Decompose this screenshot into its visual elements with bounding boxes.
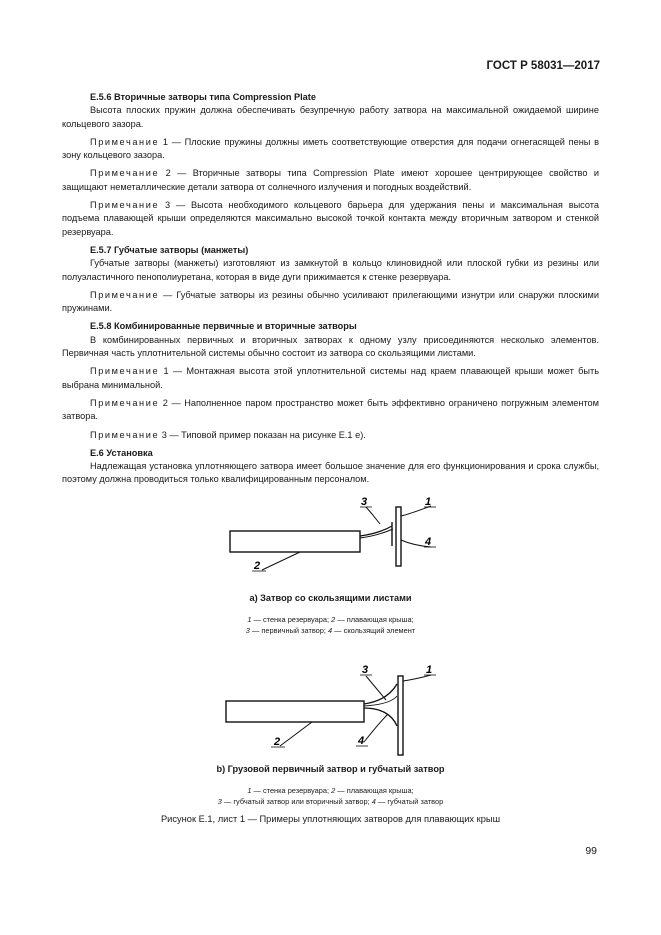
figure-b-drawing: [0, 662, 661, 762]
note: [62, 365, 599, 392]
paragraph: Губчатые затворы (манжеты) изготовляют из замкнутой в кольцо клиновидной или плоской губки из резины или полуэластичного пенополиуретана, которая в виде дуги прижимается к стенке резервуара.: [62, 258, 599, 282]
figure-a: [0, 490, 661, 600]
note-text: 2 — Вторичные затворы типа Compression Plate имеют хорошее центрирующее свойство и защищают неметаллические детали затвора от солнечного излучения и погодных воздействий.: [62, 168, 599, 192]
label-1-a: 1: [425, 496, 432, 508]
paragraph: В комбинированных первичных и вторичных затворах к одному узлу присоединяются несколько элементов. Первичная часть уплотнительной системы обычно состоит из затвора со скользящими листами.: [62, 334, 599, 359]
page-number: 99: [585, 845, 597, 857]
paragraph: Надлежащая установка уплотняющего затвора имеет большое значение для его функционирования и срока службы, поэтому должна проводиться только квалифицированным персоналом.: [62, 461, 599, 485]
body-text: [62, 91, 599, 487]
note-label: Примечание: [90, 397, 160, 408]
legend-number: 1: [247, 615, 252, 624]
figure-b-legend: [0, 785, 661, 807]
label-3-b: 3: [362, 664, 369, 676]
section-heading: Е.5.8 Комбинированные первичные и вторичные затворы: [90, 321, 357, 332]
paragraph: Высота плоских пружин должна обеспечивать безупречную работу затвора на максимальной ожидаемой ширине кольцевого зазора.: [62, 105, 599, 129]
note-text: 1 — Монтажная высота этой уплотнительной системы над краем плавающей крыши может быть выбрана минимальной.: [62, 366, 599, 390]
section-heading: Е.5.7 Губчатые затворы (манжеты): [90, 244, 249, 255]
note: [62, 397, 599, 424]
legend-number: 4: [328, 626, 333, 635]
label-4-b: 4: [358, 735, 365, 747]
note-label: Примечание: [90, 136, 160, 147]
legend-line: [0, 785, 661, 796]
legend-text: — стенка резервуара;: [251, 786, 332, 795]
figure-b: [0, 662, 661, 762]
floating-roof-b: [226, 701, 364, 722]
tank-wall-a: [396, 507, 401, 566]
foam-seal-b: [364, 708, 397, 726]
legend-number: 1: [247, 786, 252, 795]
note-label: Примечание: [90, 168, 160, 179]
legend-line: [0, 614, 661, 625]
note-label: Примечание: [90, 200, 160, 211]
floating-roof-a: [230, 531, 360, 552]
note-label: Примечание: [90, 289, 160, 300]
note: [62, 199, 599, 239]
label-2-a: 2: [254, 560, 261, 572]
note: [62, 429, 599, 442]
label-3-a: 3: [361, 496, 368, 508]
legend-text: — губчатый затвор или вторичный затвор;: [221, 797, 372, 806]
note: [62, 136, 599, 163]
legend-text: — скользящий элемент: [332, 626, 416, 635]
figure-a-drawing: [0, 490, 661, 600]
note-label: Примечание: [90, 366, 160, 377]
legend-text: — плавающая крыша;: [335, 786, 414, 795]
legend-number: 2: [331, 786, 336, 795]
legend-number: 3: [245, 626, 250, 635]
legend-number: 4: [371, 797, 376, 806]
note-label: Примечание: [90, 429, 160, 440]
note-text: 1 — Плоские пружины должны иметь соответствующие отверстия для подачи огнегасящей пены в зону кольцевого зазора.: [62, 136, 599, 161]
figure-a-legend: [0, 614, 661, 636]
note: [62, 289, 599, 316]
tank-wall-b: [398, 676, 403, 755]
legend-number: 3: [217, 797, 222, 806]
legend-text: — первичный затвор;: [249, 626, 328, 635]
legend-line: [0, 625, 661, 636]
note-text: 2 — Наполненное паром пространство может быть эффективно ограничено погружным элементом затвора.: [62, 397, 599, 422]
figure-b-caption: b) Грузовой первичный затвор и губчатый затвор: [216, 764, 445, 774]
note-text: — Губчатые затворы из резины обычно усиливают прилегающими изнутри или снаружи плоскими пружинами.: [62, 289, 599, 314]
note-text: 3 — Типовой пример показан на рисунке Е.1 е).: [161, 429, 366, 440]
standard-number: ГОСТ Р 58031—2017: [486, 60, 600, 72]
section-heading: Е.6 Установка: [90, 447, 153, 458]
figure-title: Рисунок Е.1, лист 1 — Примеры уплотняющих затворов для плавающих крыш: [160, 814, 501, 824]
legend-text: — стенка резервуара;: [251, 615, 332, 624]
legend-line: [0, 796, 661, 807]
label-4-a: 4: [425, 536, 432, 548]
label-2-b: 2: [274, 736, 281, 748]
figure-a-caption: а) Затвор со скользящими листами: [249, 593, 412, 603]
legend-text: — губчатый затвор: [375, 797, 444, 806]
note-text: 3 — Высота необходимого кольцевого барьера для удержания пены и максимальная высота подъема плавающей крыши определяются максимально высокой точкой контакта между вторичным затвором и стенкой резервуара.: [62, 200, 600, 237]
label-1-b: 1: [426, 664, 433, 676]
note: [62, 167, 599, 194]
legend-text: — плавающая крыша;: [335, 615, 414, 624]
legend-number: 2: [331, 615, 336, 624]
section-heading: Е.5.6 Вторичные затворы типа Compression Plate: [90, 92, 316, 102]
